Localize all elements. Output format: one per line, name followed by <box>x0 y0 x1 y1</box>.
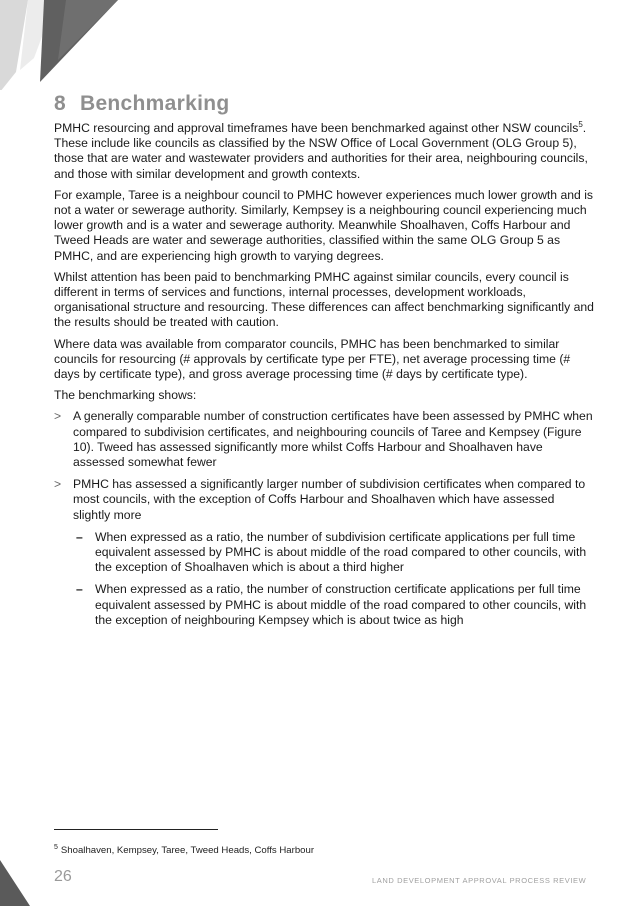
sub-bullet-list <box>73 530 594 628</box>
paragraph-intro: PMHC resourcing and approval timeframes have been benchmarked against other NSW councils$^5$. These include like councils as classified by the NSW Office of Local Government (OLG Group 5), those that are water and wastewater providers and authorities for their area, neighbouring councils, and those with similar development and growth contexts. <box>54 119 588 181</box>
footnote-ref[interactable]: 5 <box>578 119 583 129</box>
page-content <box>54 92 594 635</box>
paragraph-caution: Whilst attention has been paid to benchmarking PMHC against similar councils, every council is different in terms of services and functions, internal processes, development workloads, organisational structure and resourcing. These differences can affect benchmarking significantly and the results should be treated with caution. <box>54 269 594 330</box>
list-item: > A generally comparable number of construction certificates have been assessed by PMHC when compared to subdivision certificates, and neighbouring councils of Taree and Kempsey (Figure 10). Tweed has assessed significantly more whilst Coffs Harbour and Shoalhaven have assessed somewhat fewer <box>54 409 593 470</box>
footnote-text: Shoalhaven, Kempsey, Taree, Tweed Heads, Coffs Harbour <box>60 845 315 856</box>
footnote <box>54 845 314 856</box>
footnote-number: 5 <box>54 843 58 851</box>
running-title: LAND DEVELOPMENT APPROVAL PROCESS REVIEW <box>372 876 587 885</box>
bullet-marker: > <box>54 409 62 424</box>
page-number: 26 <box>54 868 72 885</box>
footnote-divider <box>54 829 218 830</box>
section-number: 8 <box>54 92 66 115</box>
list-item: > PMHC has assessed a significantly larger number of subdivision certificates when compared to most councils, with the exception of Coffs Harbour and Shoalhaven which have assessed slightly more – When expressed as a ratio, the number of subdivision certificate applications per full time equivalent assessed by PMHC is about middle of the road compared to other councils, with the exception of Shoalhaven which is about a third higher – When expressed as a ratio, the number of construction certificate applications per full time equivalent assessed by PMHC is about middle of the road compared to other councils, with the exception of neighbouring Kempsey which is about twice as high <box>54 477 594 628</box>
paragraph-method: Where data was available from comparator councils, PMHC has been benchmarked to similar councils for resourcing (# approvals by certificate type per FTE), net average processing time (# days by certificate type), and gross average processing time (# days by certificate type). <box>54 336 571 382</box>
section-title: Benchmarking <box>79 92 230 115</box>
bullet-marker: > <box>54 477 62 492</box>
paragraph-example: For example, Taree is a neighbour council to PMHC however experiences much lower growth and is not a water or sewerage authority. Similarly, Kempsey is a neighbouring council experiencing much lower growth and is a water and sewerage authority. Meanwhile Shoalhaven, Coffs Harbour and Tweed Heads are water and sewerage authorities, classified within the same OLG Group 5 as PMHC, and are experiencing high growth to varying degrees. <box>54 187 593 263</box>
corner-decoration-bottom <box>0 860 30 906</box>
sub-list-item: – When expressed as a ratio, the number of subdivision certificate applications per full time equivalent assessed by PMHC is about middle of the road compared to other councils, with the exception of Shoalhaven which is about a third higher <box>76 529 587 575</box>
dash-marker: – <box>76 582 83 597</box>
section-heading <box>54 92 594 116</box>
sub-list-item: – When expressed as a ratio, the number of construction certificate applications per full time equivalent assessed by PMHC is about middle of the road compared to other councils, with the exception of neighbouring Kempsey which is about twice as high <box>76 582 587 627</box>
paragraph-lead-in: The benchmarking shows: <box>54 388 197 403</box>
dash-marker: – <box>76 529 83 544</box>
corner-decoration-top <box>0 0 120 90</box>
bullet-list <box>54 409 594 628</box>
